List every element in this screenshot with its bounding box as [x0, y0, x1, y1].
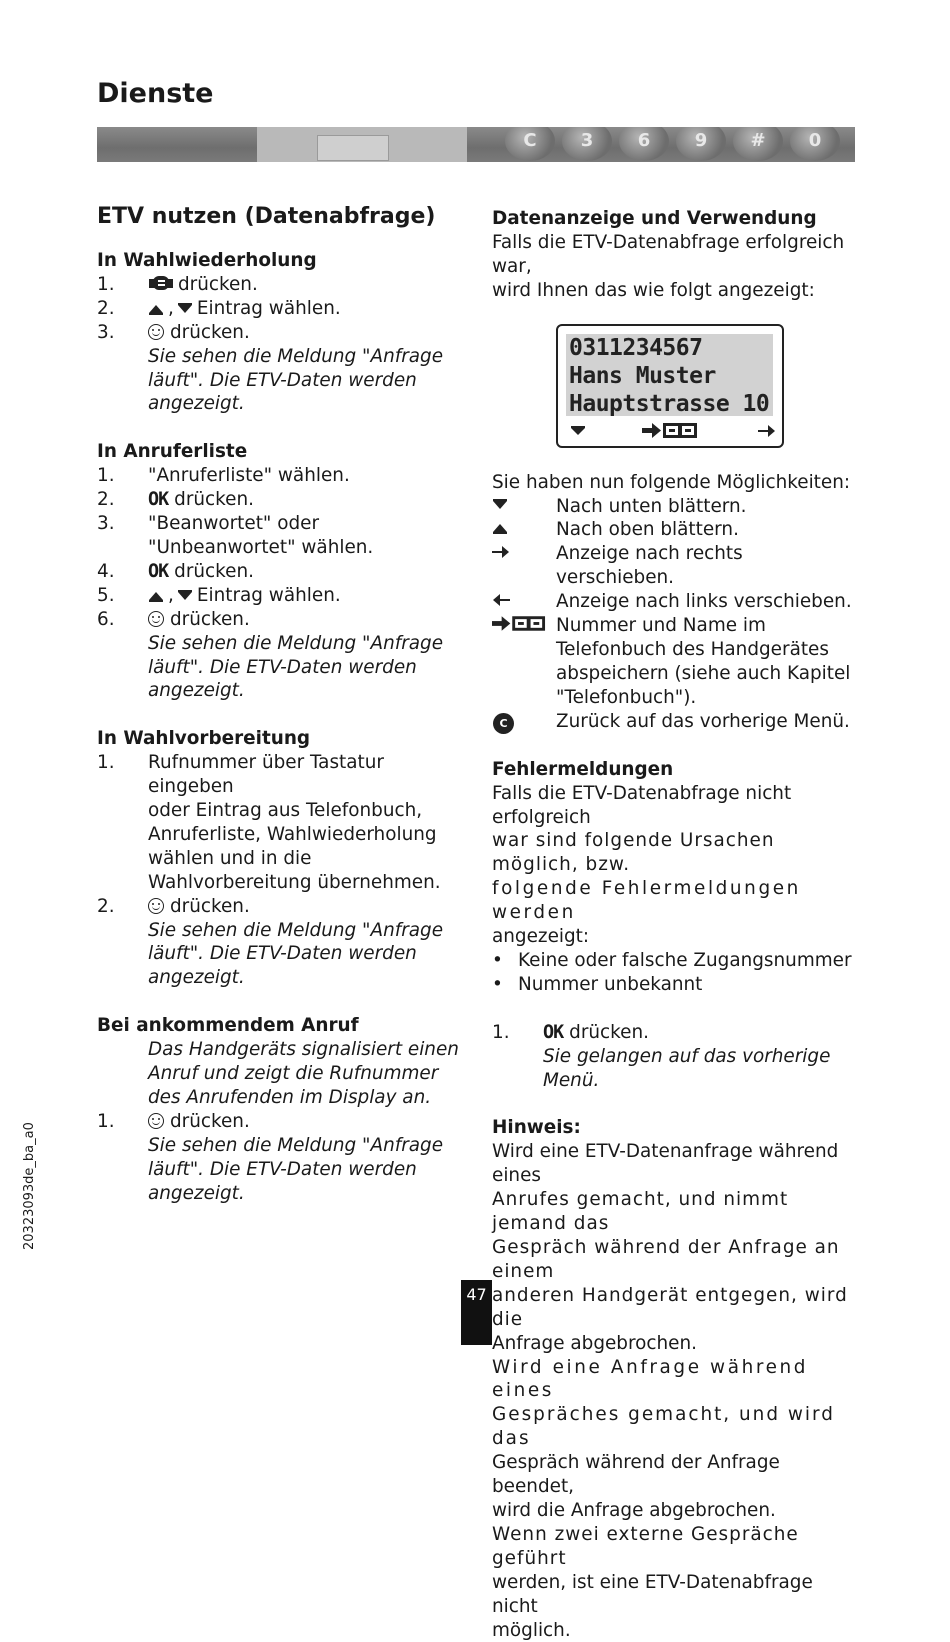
banner-key: 0: [790, 127, 840, 161]
step: [97, 488, 462, 512]
bullet-text: Nummer unbekannt: [518, 973, 702, 997]
arrow-up-icon: [492, 521, 508, 535]
section-heading: ETV nutzen (Datenabfrage): [97, 202, 462, 232]
smiley-key-icon: [148, 324, 164, 340]
subsection-title: Datenanzeige und Verwendung: [492, 207, 858, 231]
paragraph-line: Wenn zwei externe Gespräche geführt: [492, 1523, 858, 1571]
smiley-key-icon: [148, 1113, 164, 1129]
note-line: läuft". Die ETV-Daten werden: [148, 656, 462, 680]
step: [97, 608, 462, 632]
note-line: Sie sehen die Meldung "Anfrage: [148, 632, 462, 656]
arrow-left-icon: [492, 593, 510, 607]
display-line: 0311234567: [566, 334, 773, 362]
step: [492, 1021, 858, 1045]
step: [97, 751, 462, 894]
step-note: [97, 1134, 462, 1206]
display-screen: [566, 334, 773, 416]
step-text: drücken.: [569, 1022, 649, 1043]
banner-display: [317, 135, 389, 161]
left-column: [97, 202, 462, 1206]
paragraph-line: Falls die ETV-Datenabfrage nicht erfolgreich: [492, 782, 858, 830]
step-text: oder Eintrag aus Telefonbuch,: [148, 799, 462, 823]
step-number: 6.: [97, 608, 148, 632]
arrow-up-icon: [148, 302, 164, 316]
step-text: Eintrag wählen.: [197, 298, 341, 319]
step-text: Wahlvorbereitung übernehmen.: [148, 871, 462, 895]
option-row: [492, 590, 858, 614]
step-text: "Anruferliste" wählen.: [148, 464, 462, 488]
smiley-key-icon: [148, 898, 164, 914]
option-row: [492, 518, 858, 542]
option-row: [492, 542, 858, 590]
step-text: wählen und in die: [148, 847, 462, 871]
paragraph-line: Anfrage abgebrochen.: [492, 1332, 858, 1356]
note-line: läuft". Die ETV-Daten werden: [148, 1158, 462, 1182]
step: 5. , Eintrag wählen.: [97, 584, 462, 608]
paragraph-line: Falls die ETV-Datenabfrage erfolgreich war,: [492, 231, 858, 279]
paragraph-line: wird Ihnen das wie folgt angezeigt:: [492, 279, 858, 303]
display-line: Hauptstrasse 10: [566, 390, 773, 418]
note-line: Sie sehen die Meldung "Anfrage: [148, 345, 462, 369]
option-row: [492, 710, 858, 734]
option-text: Zurück auf das vorherige Menü.: [556, 710, 850, 734]
phone-display-illustration: [556, 324, 784, 448]
note-line: angezeigt.: [148, 1182, 462, 1206]
ok-key-icon: OK: [148, 561, 168, 582]
step: [97, 1110, 462, 1134]
paragraph-line: wird die Anfrage abgebrochen.: [492, 1499, 858, 1523]
paragraph-line: möglich.: [492, 1619, 858, 1642]
paragraph-line: Gespräches gemacht, und wird das: [492, 1403, 858, 1451]
option-text: abspeichern (siehe auch Kapitel: [556, 662, 850, 686]
option-row: [492, 495, 858, 519]
paragraph-line: Wird eine ETV-Datenanfrage während eines: [492, 1140, 858, 1188]
note-line: Anruf und zeigt die Rufnummer: [148, 1062, 462, 1086]
banner-key: C: [505, 127, 555, 161]
step: [97, 464, 462, 488]
options-intro: Sie haben nun folgende Möglichkeiten:: [492, 471, 858, 495]
step-text: drücken.: [178, 274, 258, 295]
step-text: Anruferliste, Wahlwiederholung: [148, 823, 462, 847]
bullet-text: Keine oder falsche Zugangsnummer: [518, 949, 852, 973]
subsection-title: In Anruferliste: [97, 440, 462, 464]
display-line: Hans Muster: [566, 362, 773, 390]
step-number: 3.: [97, 512, 148, 560]
option-text: Nach oben blättern.: [556, 518, 739, 542]
step-text: drücken.: [174, 561, 254, 582]
paragraph-line: anderen Handgerät entgegen, wird die: [492, 1284, 858, 1332]
option-row: [492, 614, 858, 710]
option-text: Telefonbuch des Handgerätes: [556, 638, 850, 662]
page-number: 47: [461, 1280, 492, 1345]
note-line: Sie sehen die Meldung "Anfrage: [148, 919, 462, 943]
step-note: Sie gelangen auf das vorherige Menü.: [492, 1045, 858, 1093]
step-number: 2.: [97, 488, 148, 512]
option-text: Nummer und Name im: [556, 614, 850, 638]
step: [97, 273, 462, 297]
option-text: "Telefonbuch").: [556, 686, 850, 710]
banner-key: 3: [562, 127, 612, 161]
paragraph-line: folgende Fehlermeldungen werden: [492, 877, 858, 925]
display-softkeys: [566, 421, 774, 441]
step-text: drücken.: [170, 322, 250, 343]
paragraph-line: Wird eine Anfrage während eines: [492, 1356, 858, 1404]
bullet-item: • Keine oder falsche Zugangsnummer: [492, 949, 858, 973]
option-text: Anzeige nach links verschieben.: [556, 590, 852, 614]
smiley-key-icon: [148, 611, 164, 627]
arrow-right-icon: [492, 545, 510, 559]
option-text: Anzeige nach rechts verschieben.: [556, 542, 858, 590]
save-to-phonebook-icon: [492, 614, 546, 632]
step-number: 1.: [97, 464, 148, 488]
bullet-item: • Nummer unbekannt: [492, 973, 858, 997]
step-number: 4.: [97, 560, 148, 584]
right-column: [492, 207, 858, 1642]
step-text: "Unbeanwortet" wählen.: [148, 536, 462, 560]
step-number: 2.: [97, 895, 148, 919]
subsection-title: Bei ankommendem Anruf: [97, 1014, 462, 1038]
ok-key-icon: OK: [148, 489, 168, 510]
subsection-title: Hinweis:: [492, 1116, 858, 1140]
step-number: 1.: [97, 273, 148, 297]
paragraph-line: Anrufes gemacht, und nimmt jemand das: [492, 1188, 858, 1236]
step-number: 3.: [97, 321, 148, 345]
arrow-down-icon: [177, 302, 193, 316]
banner-key: 6: [619, 127, 669, 161]
step: [97, 321, 462, 345]
step-note: [97, 919, 462, 991]
step-number: 2.: [97, 297, 148, 321]
banner-key: #: [733, 127, 783, 161]
paragraph-line: Gespräch während der Anfrage beendet,: [492, 1451, 858, 1499]
paragraph-line: Gespräch während der Anfrage an einem: [492, 1236, 858, 1284]
arrow-right-icon: [758, 424, 776, 438]
note-line: Das Handgeräts signalisiert einen: [148, 1038, 462, 1062]
step-text: Rufnummer über Tastatur eingeben: [148, 751, 462, 799]
note-line: läuft". Die ETV-Daten werden: [148, 942, 462, 966]
step-note: [97, 345, 462, 417]
intro-note: [97, 1038, 462, 1110]
step-text: drücken.: [170, 896, 250, 917]
paragraph-line: werden, ist eine ETV-Datenabfrage nicht: [492, 1571, 858, 1619]
arrow-down-icon: [177, 589, 193, 603]
step-note: [97, 632, 462, 704]
option-text: Nach unten blättern.: [556, 495, 747, 519]
step: [97, 895, 462, 919]
note-line: angezeigt.: [148, 679, 462, 703]
note-line: läuft". Die ETV-Daten werden: [148, 369, 462, 393]
arrow-up-icon: [148, 589, 164, 603]
c-key-icon: C: [493, 713, 514, 734]
step-text: drücken.: [170, 609, 250, 630]
step: [97, 560, 462, 584]
arrow-down-icon: [492, 498, 508, 512]
subsection-title: In Wahlwiederholung: [97, 249, 462, 273]
step-text: Eintrag wählen.: [197, 585, 341, 606]
step-number: 1.: [97, 1110, 148, 1134]
step-text: drücken.: [174, 489, 254, 510]
paragraph-line: angezeigt:: [492, 925, 858, 949]
step-number: 1.: [492, 1021, 543, 1045]
redial-key-icon: [148, 274, 174, 292]
page-title: Dienste: [97, 78, 214, 109]
note-line: angezeigt.: [148, 966, 462, 990]
note-line: angezeigt.: [148, 392, 462, 416]
note-line: des Anrufenden im Display an.: [148, 1086, 462, 1110]
note-line: Sie sehen die Meldung "Anfrage: [148, 1134, 462, 1158]
step-text: drücken.: [170, 1111, 250, 1132]
banner-key: 9: [676, 127, 726, 161]
document-code: 20323093de_ba_a0: [22, 1122, 37, 1250]
save-to-phonebook-icon: [642, 421, 698, 439]
step-number: 1.: [97, 751, 148, 894]
step-text: "Beanwortet" oder: [148, 512, 462, 536]
step: 2. , Eintrag wählen.: [97, 297, 462, 321]
subsection-title: Fehlermeldungen: [492, 758, 858, 782]
ok-key-icon: OK: [543, 1022, 563, 1043]
step: [97, 512, 462, 560]
subsection-title: In Wahlvorbereitung: [97, 727, 462, 751]
paragraph-line: war sind folgende Ursachen möglich, bzw.: [492, 829, 858, 877]
phone-keypad-banner: [97, 127, 855, 162]
arrow-down-icon: [570, 425, 586, 437]
step-number: 5.: [97, 584, 148, 608]
